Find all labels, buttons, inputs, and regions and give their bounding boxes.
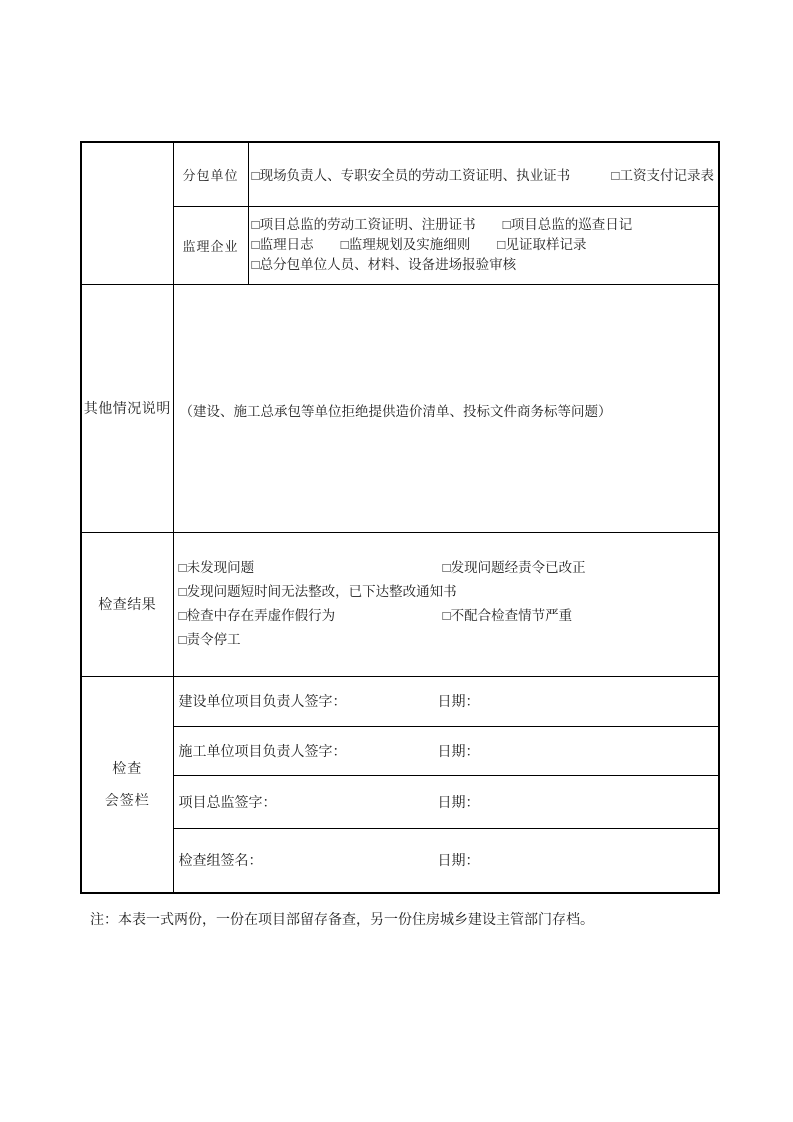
inspection-form-table (80, 141, 720, 894)
signoff-row-owner (173, 676, 719, 726)
inspection-result-lines (174, 556, 719, 652)
supervision-label: 监理企业 (173, 206, 248, 284)
result-line (179, 628, 719, 652)
checkbox-option[interactable]: □不配合检查情节严重 (442, 608, 573, 623)
other-situation-label: 其他情况说明 (81, 284, 173, 532)
checkbox-option[interactable]: □发现问题短时间无法整改，已下达整改通知书 (178, 584, 457, 599)
signoff-row-contractor (173, 726, 719, 775)
checkbox-option[interactable]: □发现问题经责令已改正 (442, 560, 586, 575)
checkbox-option[interactable]: □工资支付记录表 (611, 168, 714, 184)
result-line (179, 580, 719, 604)
table-row (81, 775, 719, 828)
signoff-row-inspection-team (173, 828, 719, 893)
other-situation-text: （建设、施工总承包等单位拒绝提供造价清单、投标文件商务标等问题） (179, 404, 612, 419)
signature-line (174, 691, 719, 711)
signoff-label-line2: 会签栏 (104, 792, 150, 809)
subcontractor-content-cell (248, 142, 719, 206)
table-row (81, 676, 719, 726)
subcontractor-line (249, 164, 719, 184)
checkbox-option[interactable]: □项目总监的劳动工资证明、注册证书 □项目总监的巡查日记 (251, 217, 633, 232)
checkbox-option[interactable]: □未发现问题 (178, 560, 255, 575)
signoff-row-chief-supervisor (173, 775, 719, 828)
result-line (179, 604, 719, 628)
date-label: 日期： (437, 852, 480, 869)
signature-label: 施工单位项目负责人签字： (178, 742, 347, 759)
checkbox-option[interactable]: □总分包单位人员、材料、设备进场报验审核 (251, 257, 517, 272)
table-row (81, 726, 719, 775)
inspection-result-cell (173, 532, 719, 676)
signature-label: 检查组签名： (178, 852, 263, 869)
table-row (81, 532, 719, 676)
signature-label: 建设单位项目负责人签字： (178, 693, 347, 709)
checkbox-option[interactable]: □监理日志 □监理规划及实施细则 □见证取样记录 (251, 237, 587, 252)
table-row (81, 206, 719, 284)
supervision-lines (249, 215, 719, 275)
checkbox-option[interactable]: □责令停工 (178, 632, 241, 647)
signature-line (174, 850, 719, 870)
signoff-label-line1: 检查 (112, 760, 143, 777)
date-label: 日期： (437, 742, 480, 759)
checkbox-option[interactable]: □现场负责人、专职安全员的劳动工资证明、执业证书 (251, 168, 571, 184)
signature-label: 项目总监签字： (178, 793, 277, 810)
inspection-result-label: 检查结果 (81, 532, 173, 676)
empty-category-cell (81, 142, 173, 284)
table-row (81, 284, 719, 532)
footnote: 注：本表一式两份，一份在项目部留存备查，另一份住房城乡建设主管部门存档。 (90, 911, 594, 927)
subcontractor-label: 分包单位 (173, 142, 248, 206)
checkbox-option[interactable]: □检查中存在弄虚作假行为 (178, 608, 336, 623)
date-label: 日期： (437, 793, 480, 810)
result-line (179, 556, 719, 580)
other-situation-cell (173, 284, 719, 532)
date-label: 日期： (437, 693, 480, 709)
table-row (81, 142, 719, 206)
signature-line (174, 741, 719, 761)
signoff-section-label (81, 676, 173, 893)
supervision-content-cell (248, 206, 719, 284)
table-row (81, 828, 719, 893)
signature-line (174, 792, 719, 812)
